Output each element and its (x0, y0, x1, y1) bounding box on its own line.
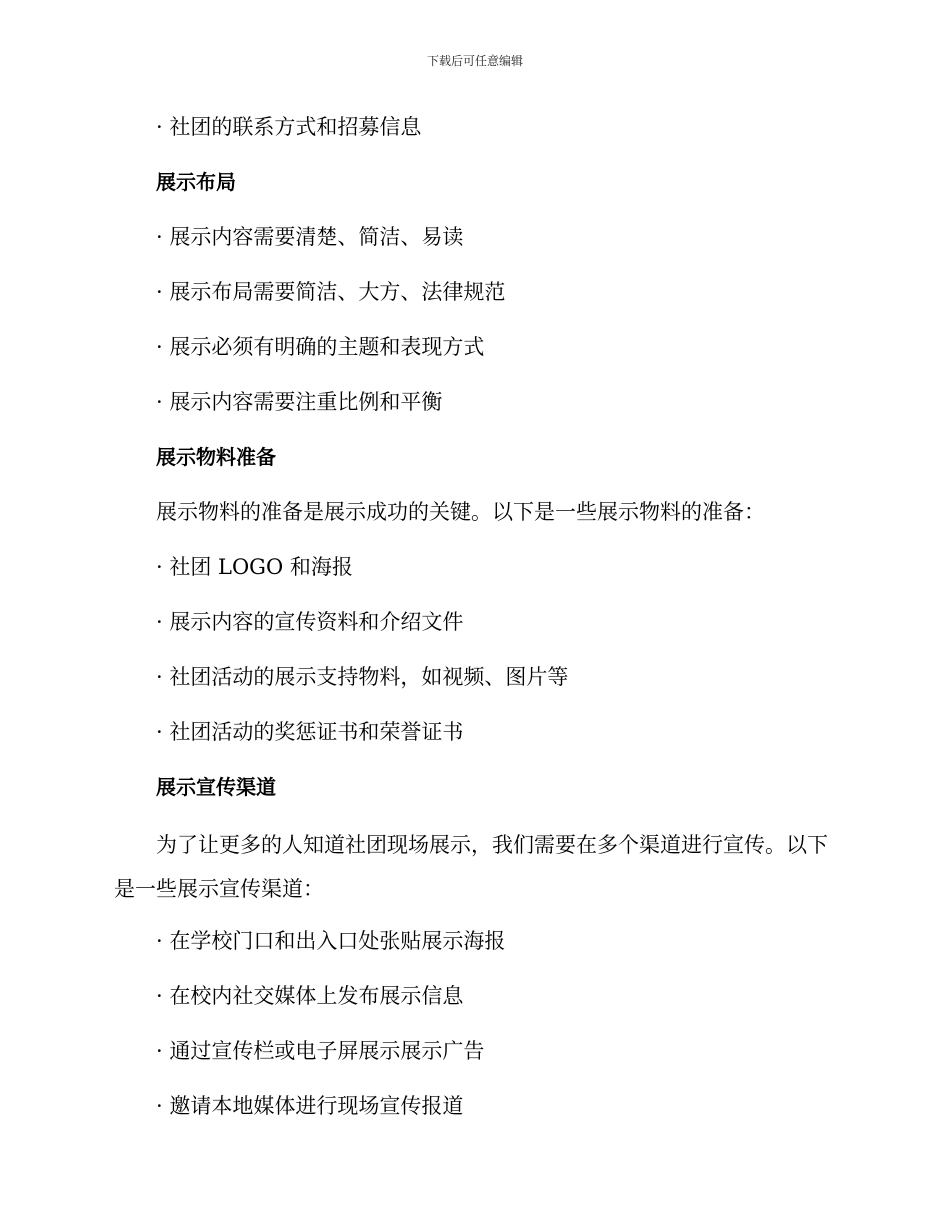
document-body (114, 108, 834, 1142)
bullet-item: · 在学校门口和出入口处张贴展示海报 (156, 929, 506, 953)
bullet-item: · 社团活动的展示支持物料，如视频、图片等 (156, 665, 569, 689)
bullet-item: · 展示内容需要注重比例和平衡 (156, 390, 443, 414)
section-heading: 展示布局 (156, 170, 236, 194)
bullet-item: · 展示内容需要清楚、简洁、易读 (156, 225, 464, 249)
page-header: 下载后可任意编辑 (426, 54, 523, 68)
bullet-item: · 展示布局需要简洁、大方、法律规范 (156, 280, 506, 304)
bullet-item: · 展示必须有明确的主题和表现方式 (156, 335, 485, 359)
bullet-item: · 社团活动的奖惩证书和荣誉证书 (156, 720, 464, 744)
bullet-item: · 通过宣传栏或电子屏展示展示广告 (156, 1039, 485, 1063)
bullet-item: · 在校内社交媒体上发布展示信息 (156, 984, 464, 1008)
bullet-item: · 展示内容的宣传资料和介绍文件 (156, 610, 464, 634)
bullet-item: · 社团的联系方式和招募信息 (156, 115, 422, 139)
paragraph: 为了让更多的人知道社团现场展示，我们需要在多个渠道进行宣传。以下是一些展示宣传渠道： (114, 833, 828, 901)
bullet-item: · 社团 LOGO 和海报 (156, 555, 353, 579)
section-heading: 展示宣传渠道 (156, 775, 276, 799)
paragraph: 展示物料的准备是展示成功的关键。以下是一些展示物料的准备： (156, 500, 765, 524)
section-heading: 展示物料准备 (156, 445, 276, 469)
bullet-item: · 邀请本地媒体进行现场宣传报道 (156, 1094, 464, 1118)
